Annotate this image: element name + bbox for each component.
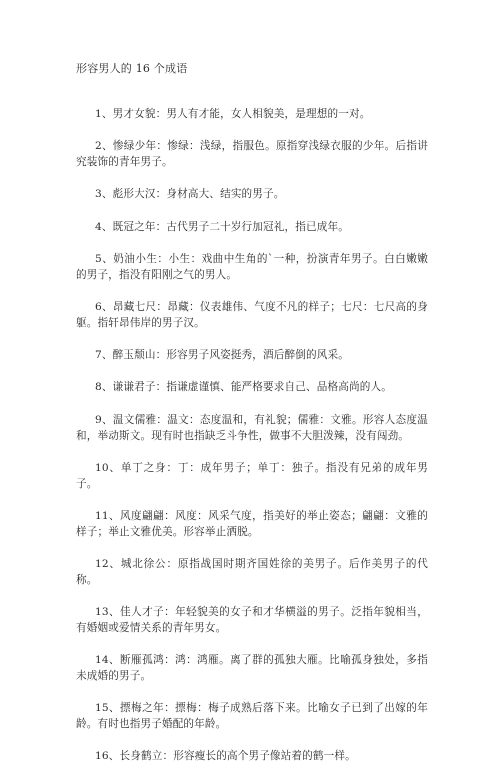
idiom-entry-10: 10、单丁之身：丁：成年男子；单丁：独子。指没有兄弟的成年男子。 xyxy=(76,461,428,490)
idiom-entry-6: 6、昂藏七尺：昂藏：仪表雄伟、气度不凡的样子；七尺：七尺高的身躯。指轩昂伟岸的男子汉。 xyxy=(76,301,428,329)
idiom-entry-1: 1、男才女貌：男人有才能，女人相貌美，是理想的一对。 xyxy=(95,108,371,120)
idiom-entry-11: 11、风度翩翩：风度：风采气度，指美好的举止姿态；翩翩：文雅的样子；举止文雅优美。形容举止洒脱。 xyxy=(76,509,428,538)
idiom-entry-12: 12、城北徐公：原指战国时期齐国姓徐的美男子。后作美男子的代称。 xyxy=(76,558,428,586)
idiom-entry-5: 5、奶油小生：小生：戏曲中生角的`一种，扮演青年男子。白白嫩嫩的男子，指没有阳刚之气的男人。 xyxy=(76,252,428,281)
idiom-entry-8: 8、谦谦君子：指谦虚谨慎、能严格要求自己、品格高尚的人。 xyxy=(95,381,392,394)
idiom-list xyxy=(76,107,428,782)
idiom-entry-13: 13、佳人才子：年轻貌美的女子和才华横溢的男子。泛指年貌相当，有婚姻或爱情关系的青年男女。 xyxy=(76,606,428,634)
idiom-entry-7: 7、醉玉颓山：形容男子风姿挺秀，酒后醉倒的风采。 xyxy=(95,349,349,362)
idiom-entry-16: 16、长身鹤立：形容瘦长的高个男子像站着的鹤一样。 xyxy=(95,750,356,763)
idiom-entry-4: 4、既冠之年：古代男子二十岁行加冠礼，指已成年。 xyxy=(95,220,349,233)
document-title: 形容男人的 16 个成语 xyxy=(76,62,188,75)
idiom-entry-15: 15、摽梅之年：摽梅：梅子成熟后落下来。比喻女子已到了出嫁的年龄。有时也指男子婚配的年龄。 xyxy=(76,702,428,731)
idiom-entry-3: 3、彪形大汉：身材高大、结实的男子。 xyxy=(95,188,285,201)
idiom-entry-14: 14、断雁孤鸿：鸿：鸿雁。离了群的孤独大雁。比喻孤身独处，多指未成婚的男子。 xyxy=(76,654,428,683)
idiom-entry-2: 2、惨绿少年：惨绿：浅绿，指服色。原指穿浅绿衣服的少年。后指讲究装饰的青年男子。 xyxy=(76,140,428,169)
idiom-entry-9: 9、温文儒雅：温文：态度温和，有礼貌；儒雅：文雅。形容人态度温和，举动斯文。现有时也指缺乏斗争性，做事不大胆泼辣，没有闯劲。 xyxy=(76,413,428,442)
